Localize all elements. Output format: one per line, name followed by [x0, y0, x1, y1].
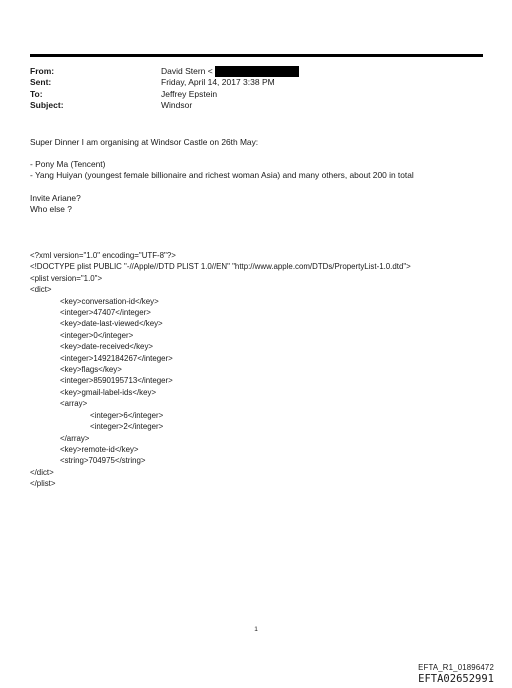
from-value: David Stern <: [161, 66, 213, 76]
bates-number-large: EFTA02652991: [418, 673, 494, 685]
message-intro: Super Dinner I am organising at Windsor Castle on 26th May:: [30, 137, 259, 147]
plist-line: <plist version="1.0">: [30, 273, 103, 283]
to-row: [30, 89, 299, 100]
plist-line: <integer>6</integer>: [90, 410, 164, 420]
plist-line: <?xml version="1.0" encoding="UTF-8"?>: [30, 251, 176, 260]
plist-line: </plist>: [30, 479, 56, 489]
page-number: 1: [254, 626, 258, 633]
from-label: From:: [30, 66, 55, 76]
plist-line: <key>gmail-label-ids</key>: [60, 387, 157, 397]
sent-value: Friday, April 14, 2017 3:38 PM: [161, 77, 275, 88]
to-label: To:: [30, 88, 43, 99]
sent-row: [30, 77, 299, 88]
message-question-1: Invite Ariane?: [30, 193, 81, 203]
subject-value: Windsor: [161, 100, 193, 111]
plist-line: <dict>: [30, 285, 52, 295]
plist-line: <key>date-received</key>: [60, 342, 153, 352]
plist-line: <array>: [60, 399, 88, 409]
plist-line: </array>: [60, 433, 90, 443]
from-row: [30, 66, 299, 77]
subject-row: [30, 100, 299, 111]
plist-line: <key>remote-id</key>: [60, 444, 139, 454]
plist-line: </dict>: [30, 467, 54, 477]
subject-label: Subject:: [30, 100, 64, 111]
redaction-box: [215, 66, 299, 77]
plist-line: <key>flags</key>: [60, 365, 122, 375]
bates-number-small: EFTA_R1_01896472: [418, 663, 494, 672]
plist-line: <integer>0</integer>: [60, 330, 134, 340]
plist-block: [30, 250, 411, 490]
plist-line: <!DOCTYPE plist PUBLIC "-//Apple//DTD PLIST 1.0//EN" "http://www.apple.com/DTDs/PropertyList-1.0.dtd">: [30, 262, 411, 272]
plist-line: <integer>8590195713</integer>: [60, 376, 173, 386]
to-value: Jeffrey Epstein: [161, 88, 218, 99]
plist-line: <integer>1492184267</integer>: [60, 353, 173, 363]
message-bullet-2: - Yang Huiyan (youngest female billionaire and richest woman Asia) and many others, about 200 in total: [30, 170, 414, 180]
sent-label: Sent:: [30, 77, 52, 88]
header-rule: [30, 54, 483, 57]
plist-line: <key>conversation-id</key>: [60, 296, 159, 306]
plist-line: <key>date-last-viewed</key>: [60, 319, 163, 329]
plist-line: <string>704975</string>: [60, 456, 146, 466]
message-bullet-1: - Pony Ma (Tencent): [30, 159, 106, 169]
email-header: [30, 66, 299, 112]
plist-line: <integer>47407</integer>: [60, 308, 151, 318]
message-question-2: Who else ?: [30, 204, 72, 214]
plist-line: <integer>2</integer>: [90, 422, 164, 432]
